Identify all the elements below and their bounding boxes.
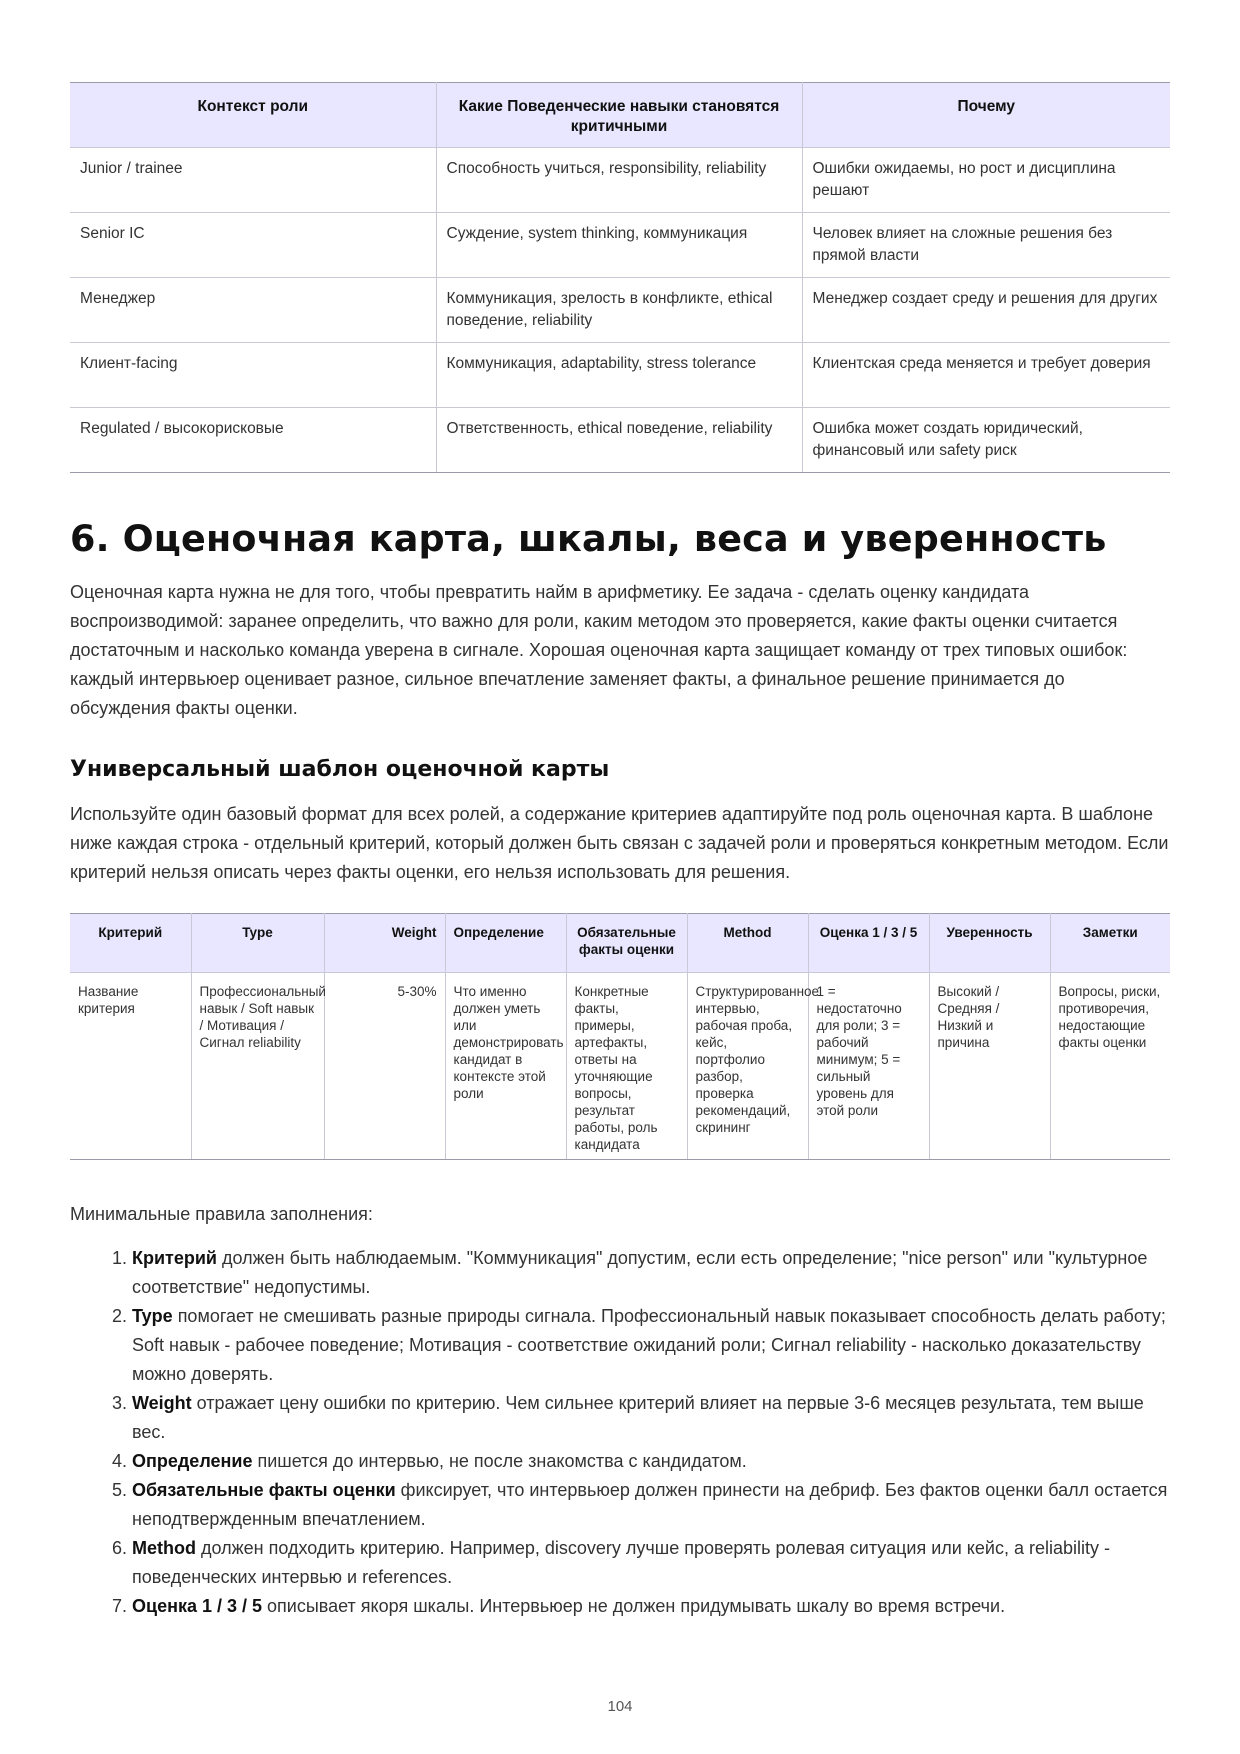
page-number: 104 [607, 1698, 633, 1715]
table-cell: Senior IC [70, 213, 436, 278]
table-cell: 1 = недостаточно для роли; 3 = рабочий минимум; 5 = сильный уровень для этой роли [808, 973, 929, 1160]
list-item [132, 1447, 1170, 1476]
table-cell: Название критерия [70, 973, 191, 1160]
table-cell: Человек влияет на сложные решения без прямой власти [802, 213, 1170, 278]
rule-term: Обязательные факты оценки [132, 1480, 396, 1500]
table-cell: Коммуникация, зрелость в конфликте, ethical поведение, reliability [436, 278, 802, 343]
subsection-intro: Используйте один базовый формат для всех ролей, а содержание критериев адаптируйте под роль оценочная карта. В шаблоне ниже каждая строка - отдельный критерий, который должен быть связан с задачей роли и проверяться конкретным методом. Если критерий нельзя описать через факты оценки, его нельзя использовать для решения. [70, 804, 1169, 882]
table-cell: Что именно должен уметь или демонстрировать кандидат в контексте этой роли [445, 973, 566, 1160]
scorecard-template-table [70, 913, 1170, 1160]
table-header-cell: Уверенность [929, 914, 1050, 973]
rules-intro: Минимальные правила заполнения: [70, 1204, 373, 1224]
list-item [132, 1476, 1170, 1534]
page-content [70, 82, 1170, 1621]
table-row [70, 973, 1170, 1160]
table-row [70, 343, 1170, 408]
subsection-title: Универсальный шаблон оценочной карты [70, 757, 610, 782]
table-cell: Ошибка может создать юридический, финансовый или safety риск [802, 408, 1170, 473]
section-title: 6. Оценочная карта, шкалы, веса и уверенность [70, 517, 1107, 560]
table-header-cell: Контекст роли [70, 83, 436, 148]
table-header-cell: Определение [445, 914, 566, 973]
table-header-row [70, 83, 1170, 148]
section-intro: Оценочная карта нужна не для того, чтобы превратить найм в арифметику. Ее задача - сделать оценку кандидата воспроизводимой: заранее определить, что важно для роли, каким методом это проверяется, какие факты оценки считается достаточным и насколько команда уверена в сигнале. Хорошая оценочная карта защищает команду от трех типовых ошибок: каждый интервьюер оценивает разное, сильное впечатление заменяет факты, а финальное решение принимается до обсуждения факты оценки. [70, 582, 1128, 718]
behavioral-skills-table [70, 82, 1170, 473]
table-cell: Ответственность, ethical поведение, reliability [436, 408, 802, 473]
table-cell: Профессиональный навык / Soft навык / Мотивация / Сигнал reliability [191, 973, 324, 1160]
table-cell: Суждение, system thinking, коммуникация [436, 213, 802, 278]
table-header-cell: Почему [802, 83, 1170, 148]
rule-text: описывает якоря шкалы. Интервьюер не должен придумывать шкалу во время встречи. [262, 1596, 1006, 1616]
table-cell: Regulated / высокорисковые [70, 408, 436, 473]
table-row [70, 148, 1170, 213]
rule-term: Критерий [132, 1248, 217, 1268]
table-cell: Junior / trainee [70, 148, 436, 213]
table-header-cell: Weight [324, 914, 445, 973]
table-row [70, 278, 1170, 343]
table-cell: Клиентская среда меняется и требует доверия [802, 343, 1170, 408]
rule-term: Weight [132, 1393, 192, 1413]
rule-text: помогает не смешивать разные природы сигнала. Профессиональный навык показывает способность делать работу; Soft навык - рабочее поведение; Мотивация - соответствие ожиданий роли; Сигнал reliability - насколько доказательству можно доверять. [132, 1306, 1166, 1384]
table-cell: Ошибки ожидаемы, но рост и дисциплина решают [802, 148, 1170, 213]
list-item [132, 1389, 1170, 1447]
table-header-cell: Оценка 1 / 3 / 5 [808, 914, 929, 973]
table-cell: Структурированное интервью, рабочая проба, кейс, портфолио разбор, проверка рекомендаций, скрининг [687, 973, 808, 1160]
rule-text: отражает цену ошибки по критерию. Чем сильнее критерий влияет на первые 3-6 месяцев результата, тем выше вес. [132, 1393, 1144, 1442]
table-cell: Менеджер создает среду и решения для других [802, 278, 1170, 343]
table-cell: Высокий / Средняя / Низкий и причина [929, 973, 1050, 1160]
list-item [132, 1534, 1170, 1592]
table-cell: Коммуникация, adaptability, stress tolerance [436, 343, 802, 408]
rule-term: Определение [132, 1451, 253, 1471]
rule-text: должен быть наблюдаемым. "Коммуникация" допустим, если есть определение; "nice person" или "культурное соответствие" недопустимы. [132, 1248, 1148, 1297]
table-cell: Способность учиться, responsibility, reliability [436, 148, 802, 213]
table-header-cell: Заметки [1050, 914, 1170, 973]
table-row [70, 408, 1170, 473]
list-item [132, 1302, 1170, 1389]
list-item [132, 1592, 1170, 1621]
rules-list [70, 1244, 1170, 1621]
table-header-cell: Type [191, 914, 324, 973]
rule-term: Type [132, 1306, 173, 1326]
table-header-row [70, 914, 1170, 973]
rule-term: Method [132, 1538, 196, 1558]
table-cell: Менеджер [70, 278, 436, 343]
list-item [132, 1244, 1170, 1302]
table-cell: Вопросы, риски, противоречия, недостающие факты оценки [1050, 973, 1170, 1160]
rule-text: пишется до интервью, не после знакомства с кандидатом. [252, 1451, 747, 1471]
table-header-cell: Критерий [70, 914, 191, 973]
table-header-cell: Method [687, 914, 808, 973]
rule-text: должен подходить критерию. Например, discovery лучше проверять ролевая ситуация или кейс, а reliability - поведенческих интервью и references. [132, 1538, 1110, 1587]
table-cell: Конкретные факты, примеры, артефакты, ответы на уточняющие вопросы, результат работы, роль кандидата [566, 973, 687, 1160]
table-header-cell: Какие Поведенческие навыки становятся критичными [436, 83, 802, 148]
table-header-cell: Обязательные факты оценки [566, 914, 687, 973]
table-cell: Клиент-facing [70, 343, 436, 408]
rule-term: Оценка 1 / 3 / 5 [132, 1596, 263, 1616]
rule-text: фиксирует, что интервьюер должен принести на дебриф. Без фактов оценки балл остается неподтвержденным впечатлением. [132, 1480, 1168, 1529]
table-cell: 5-30% [324, 973, 445, 1160]
table-row [70, 213, 1170, 278]
